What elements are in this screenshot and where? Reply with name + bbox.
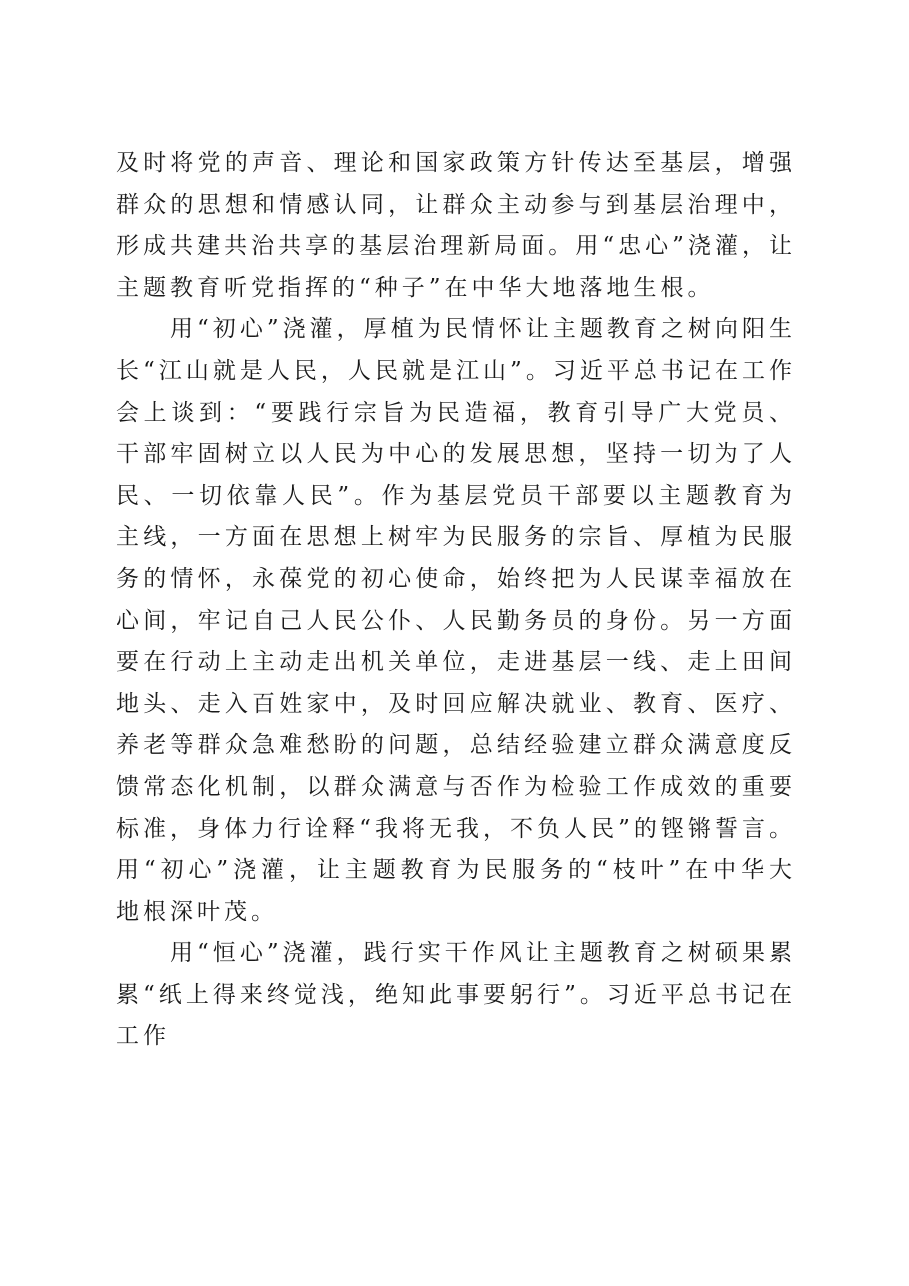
paragraph-3: 用“恒心”浇灌，践行实干作风让主题教育之树硕果累累“纸上得来终觉浅，绝知此事要躬行”。习近平总书记在工作 bbox=[116, 940, 796, 1050]
paragraph-1: 及时将党的声音、理论和国家政策方针传达至基层，增强群众的思想和情感认同，让群众主动参与到基层治理中，形成共建共治共享的基层治理新局面。用“忠心”浇灌，让主题教育听党指挥的“种子”在中华大地落地生根。 bbox=[116, 150, 796, 301]
document-body bbox=[116, 143, 796, 1058]
paragraph-2: 用“初心”浇灌，厚植为民情怀让主题教育之树向阳生长“江山就是人民，人民就是江山”。习近平总书记在工作会上谈到：“要践行宗旨为民造福，教育引导广大党员、干部牢固树立以人民为中心的发展思想，坚持一切为了人民、一切依靠人民”。作为基层党员干部要以主题教育为主线，一方面在思想上树牢为民服务的宗旨、厚植为民服务的情怀，永葆党的初心使命，始终把为人民谋幸福放在心间，牢记自己人民公仆、人民勤务员的身份。另一方面要在行动上主动走出机关单位，走进基层一线、走上田间地头、走入百姓家中，及时回应解决就业、教育、医疗、养老等群众急难愁盼的问题，总结经验建立群众满意度反馈常态化机制，以群众满意与否作为检验工作成效的重要标准，身体力行诠释“我将无我，不负人民”的铿锵誓言。用“初心”浇灌，让主题教育为民服务的“枝叶”在中华大地根深叶茂。 bbox=[116, 316, 796, 925]
